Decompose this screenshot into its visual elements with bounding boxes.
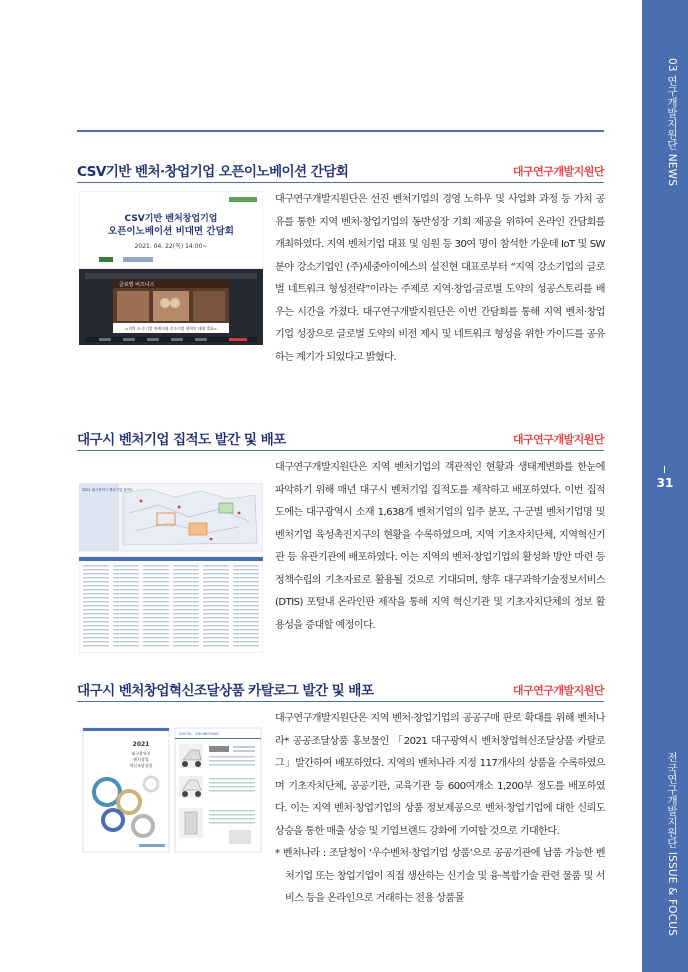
slide-heading: 글로벌 비즈니스 [119,282,155,288]
poster-date: 2021. 04. 22(목) 14:00~ [134,243,208,250]
article-rule [77,182,604,183]
article-csv-meeting [77,160,605,363]
article-header [77,428,604,450]
catalog-image [79,726,263,854]
article-text: 대구연구개발지원단은 지역 벤처·창업기업의 공공구매 판로 확대를 위해 벤처나라* 공공조달상품 홍보물인 「2021 대구광역시 벤처창업혁신조달상품 카탈로그」발간하여 배포하였다. 지역의 벤처나라 지정 117개사의 상품을 수록하였으며 기초자치단체, 공공기관, 교육기관 등 600여개소 1,200부 정도를 배포하였다. 이는 지역 벤처·창업기업의 상품 정보제공으로 벤처·창업기업에 대한 신뢰도 상승을 통한 매출 상승 및 기업브랜드 강화에 기여할 것으로 기대한다. [275,713,605,837]
page-number: 31 [656,476,674,490]
venture-map-image [79,483,263,653]
cover-year: 2021 [132,741,150,748]
article-text: 대구연구개발지원단은 지역 벤처기업의 객관적인 현황과 생태계변화를 한눈에 파악하기 위해 매년 대구시 벤처기업 집적도를 제작하고 배포하였다. 이번 집적도에는 대구광역시 소재 1,638개 벤처기업의 입주 분포, 구·군별 벤처기업명 및 벤처기업 육성촉진지구의 현황을 수록하였으며, 지역 기초자치단체, 지역혁신기관 등 유관기관에 배포하였다. 이는 지역의 벤처·창업기업의 활성화 방안 마련 등 정책수립의 기초자료로 활용될 것으로 기대되며, 향후 대구과학기술정보서비스(DTIS) 포털내 온라인판 제작을 통해 지역 혁신기관 및 기초자치단체의 정보 활용성을 증대할 예정이다. [275,462,605,631]
article-org: 대구연구개발지원단 [512,684,604,697]
map-title: 2021 대구광역시 벤처기업 집적도 [82,488,134,492]
cover-line-3: 혁신조달상품 [129,763,153,768]
top-rule [77,130,604,132]
cover-line-2: 벤처창업 [133,757,149,762]
section-label-bottom: 전국연구개발지원단 ISSUE & FOCUS [666,752,678,937]
catalog-inner-heading: DIGITAL · ENGINEERING [179,732,220,736]
article-title: CSV기반 벤처·창업기업 오픈이노베이션 간담회 [77,164,349,180]
slide-caption: <지역 소·중기업 관계사와 중소기업 협력이 데데 발표> [125,326,217,331]
article-header [77,160,604,182]
article-header [77,679,604,701]
article-rule [77,450,604,451]
article-rule [77,701,604,702]
poster-title-1: CSV기반 벤처창업기업 [124,214,218,224]
footnote-venture-nara: * 벤처나라 : 조달청이 ‘우수벤처·창업기업 상품’으로 공공기관에 납품 가능한 벤처기업 또는 창업기업이 직접 생산하는 신기술 및 융·복합기술 관련 물품 및 서비스 등을 온라인으로 거래하는 전용 상품몰 [275,848,605,904]
section-label-top: 03 연구개발지원단 NEWS [666,58,678,187]
article-org: 대구연구개발지원단 [512,433,604,446]
poster-title-2: 오픈이노베이션 비대면 간담회 [108,226,234,237]
article-org: 대구연구개발지원단 [512,165,604,178]
article-text: 대구연구개발지원단은 선진 벤처기업의 경영 노하우 및 사업화 과정 등 가치 공유를 통한 지역 벤처·창업기업의 동반성장 기회 제공을 위하여 온라인 간담회를 개최하였다. 지역 벤처기업 대표 및 임원 등 30여 명이 참석한 가운데 IoT 및 SW 분야 강소기업인 (주)세중아이에스의 설진현 대표로부터 “지역 강소기업의 글로벌 네트워크 형성전략”이라는 주제로 지역·창업·글로벌 도약의 성공스토리를 배우는 시간을 가졌다. 대구연구개발지원단은 이번 간담회를 통해 지역 벤처·창업기업 성장으로 글로벌 도약의 비전 제시 및 네트워크 형성을 위한 가이드를 공유하는 계기가 되었다고 밝혔다. [275,194,605,363]
article-procurement-catalog [77,679,605,904]
article-venture-map [77,428,605,631]
meeting-photo [79,191,263,345]
cover-line-1: 대구광역시 [131,751,151,756]
page-number-divider [664,466,665,473]
article-title: 대구시 벤처창업혁신조달상품 카탈로그 발간 및 배포 [77,683,374,699]
article-title: 대구시 벤처기업 집적도 발간 및 배포 [77,432,286,448]
article-text-block [275,708,605,911]
